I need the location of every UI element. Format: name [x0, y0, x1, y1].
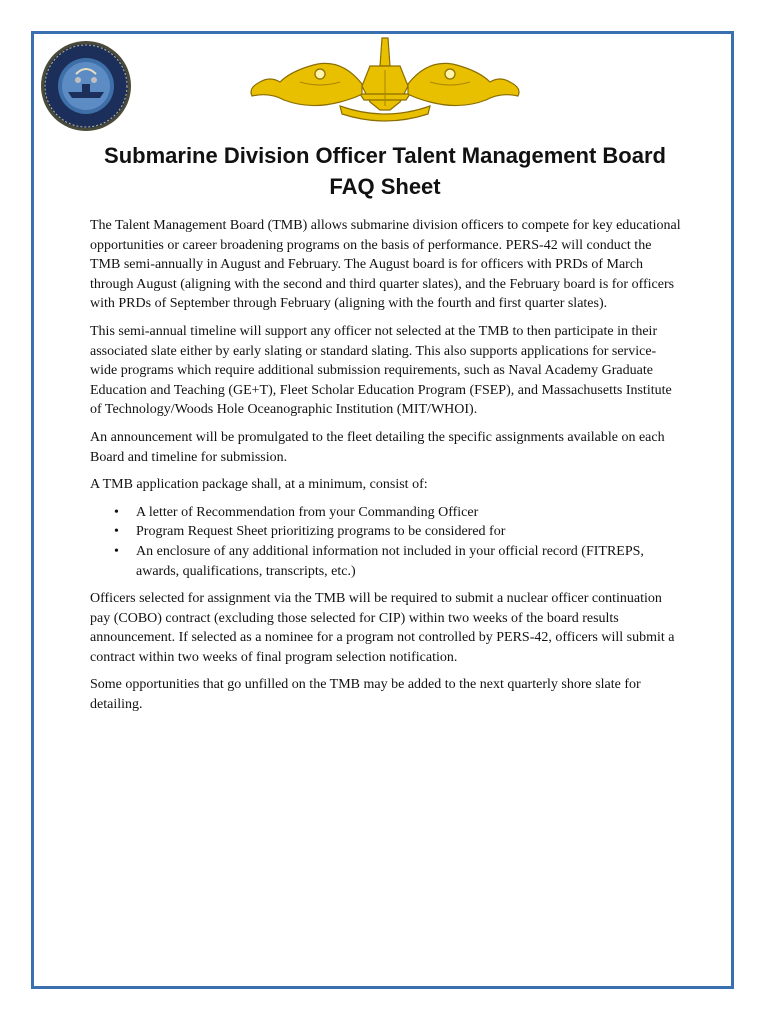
title-line-2: FAQ Sheet [329, 174, 441, 199]
paragraph-announcement: An announcement will be promulgated to the fleet detailing the specific assignments available on each Board and timeline for submission. [90, 429, 665, 465]
paragraph-unfilled-opportunities: Some opportunities that go unfilled on the TMB may be added to the next quarterly shore slate for detailing. [90, 677, 641, 713]
paragraph-package-intro: A TMB application package shall, at a minimum, consist of: [90, 477, 428, 493]
title-line-1: Submarine Division Officer Talent Management Board [104, 143, 666, 168]
paragraph-cobo-contract: Officers selected for assignment via the TMB will be required to submit a nuclear officer continuation pay (COBO) contract (excluding those selected for CIP) within two weeks of the board results announcement. If selected as a nominee for a program not controlled by PERS-42, officers will submit a contract within two weeks of final program selection notification. [90, 591, 675, 665]
bullet-icon: • [114, 543, 119, 559]
submarine-dolphins-insignia-icon [240, 36, 530, 126]
bullet-icon: • [114, 504, 119, 520]
list-item-text: A letter of Recommendation from your Commanding Officer [136, 504, 479, 520]
list-item-text: Program Request Sheet prioritizing programs to be considered for [136, 524, 506, 540]
package-requirements-list [90, 503, 682, 581]
list-item-text: An enclosure of any additional information not included in your official record (FITREPS, awards, qualifications, transcripts, etc.) [136, 543, 644, 579]
list-item [114, 542, 682, 581]
submarine-force-seal-icon [40, 40, 132, 132]
list-item [114, 503, 682, 523]
page-title [40, 140, 730, 202]
paragraph-timeline: This semi-annual timeline will support any officer not selected at the TMB to then participate in their associated slate either by early slating or standard slating. This also supports applications for service-wide programs which require additional submission requirements, such as Naval Academy Graduate Education and Teaching (GE+T), Fleet Scholar Education Program (FSEP), and Massachusetts Institute of Technology/Woods Hole Oceanographic Institution (MIT/WHOI). [90, 323, 672, 418]
list-item [114, 522, 682, 542]
bullet-icon: • [114, 524, 119, 540]
document-body [90, 216, 682, 723]
paragraph-tmb-overview: The Talent Management Board (TMB) allows submarine division officers to compete for key educational opportunities or career broadening programs on the basis of performance. PERS-42 will conduct the TMB semi-annually in August and February. The August board is for officers with PRDs of March through August (aligning with the second and third quarter slates), and the February board is for officers with PRDs of September through February (aligning with the fourth and first quarter slates). [90, 218, 681, 312]
